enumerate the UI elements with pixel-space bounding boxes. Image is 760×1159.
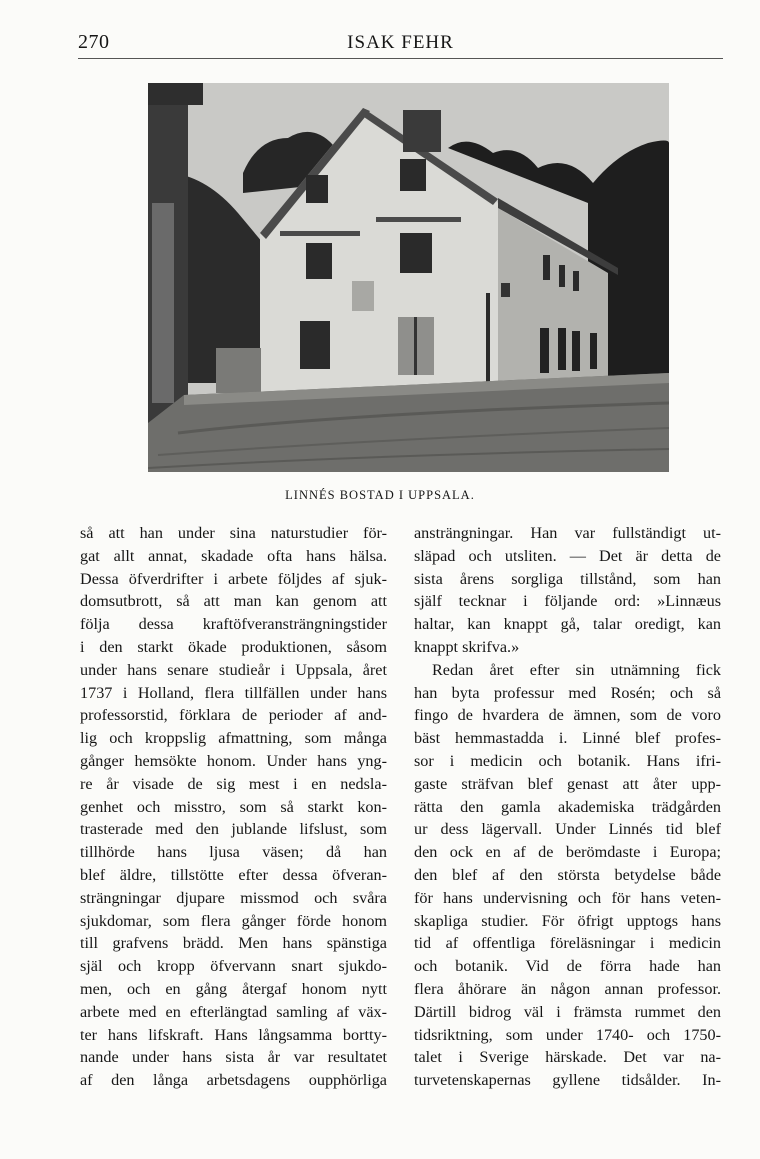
text-line: han byta professur med Rosén; och så: [414, 683, 721, 702]
text-line: sjukdomar, som flera gånger förde honom: [80, 911, 387, 930]
text-line: turvetenskapernas gyllene tidsålder. In-: [414, 1071, 721, 1090]
text-line: sista årens sorgliga tillstånd, som han: [414, 569, 721, 588]
text-line: bäst hemmastadda i. Linné blef profes-: [414, 729, 721, 748]
text-line: ter hans lifskraft. Hans långsamma bortty-: [80, 1025, 387, 1044]
page-number: 270: [78, 31, 110, 53]
text-line: den blef af den största betydelse både: [414, 865, 721, 884]
text-line: gaste sträfvan blef genast att åter upp-: [414, 774, 721, 793]
text-line: i den starkt ökade produktionen, såsom: [80, 637, 387, 656]
text-line: lig och kroppslig afmattning, som många: [80, 729, 387, 748]
text-line: tid af offentliga föreläsningar i medicin: [414, 934, 721, 953]
text-line: Därtill bidrog väl i främsta rummet den: [414, 1002, 721, 1021]
text-line: tillhörde hans ljusa väsen; då han: [80, 843, 387, 862]
page-header: [78, 28, 723, 59]
text-line: arbete med en efterlängtad samling af väx-: [80, 1002, 387, 1021]
text-line: re år visade de sig mest i en nedsla-: [80, 774, 387, 793]
text-line: Redan året efter sin utnämning fick: [432, 660, 721, 679]
text-line: gat allt annat, skadade ofta hans hälsa.: [80, 546, 387, 565]
text-line: så att han under sina naturstudier för-: [80, 524, 387, 542]
text-line: strängningar djupare missmod och svåra: [80, 888, 387, 907]
text-line: den ock en af de berömdaste i Europa;: [414, 843, 721, 862]
text-line: haltar, kan knappt gå, talar oredigt, kan: [414, 615, 721, 634]
text-line: släpad och utsliten. — Det är detta de: [414, 546, 721, 565]
right-column: [414, 522, 721, 1092]
text-line: blef äldre, tillstötte efter dessa öfveran-: [80, 865, 387, 884]
running-title: ISAK FEHR: [347, 32, 454, 53]
text-line: trasterade med den jublande lifslust, som: [80, 820, 387, 839]
text-line: till grafvens brädd. Men hans spänstiga: [80, 934, 387, 953]
text-line: men, och en gång återgaf honom nytt: [80, 979, 387, 998]
text-line: under hans senare studieår i Uppsala, året: [80, 660, 387, 679]
text-line: Dessa öfverdrifter i arbete följdes af sjuk-: [80, 569, 387, 588]
text-line: genhet och misstro, som så starkt kon-: [80, 797, 387, 816]
text-line: följa dessa kraftöfveransträngningstider: [80, 615, 387, 634]
photograph-linnes-house: [148, 83, 669, 472]
text-line: 1737 i Holland, flera tillfällen under hans: [80, 683, 387, 702]
text-line: nande under hans sista år var resultatet: [80, 1048, 387, 1067]
text-line: flera åhörare än någon annan professor.: [414, 979, 721, 998]
text-line: sor i medicin och botanik. Hans ifri-: [414, 751, 721, 770]
text-line: själ och kropp öfvervann snart sjukdo-: [80, 957, 387, 976]
left-column: [80, 522, 387, 1092]
text-line: själf tecknar i följande ord: »Linnæus: [414, 592, 721, 611]
text-line: tidsriktning, som under 1740- och 1750-: [414, 1025, 721, 1044]
text-line: talet i Sverige härskade. Det var na-: [414, 1048, 721, 1067]
text-line: för hans undervisning och för hans veten-: [414, 888, 721, 907]
text-line: domsutbrott, så att man kan genom att: [80, 592, 387, 611]
figure-caption: LINNÉS BOSTAD I UPPSALA.: [285, 488, 475, 502]
text-line: af den långa arbetsdagens oupphörliga: [80, 1071, 387, 1090]
text-line: gånger hemsökte honom. Under hans yng-: [80, 751, 387, 770]
text-line: fingo de hvardera de ämnen, som de voro: [414, 706, 721, 725]
text-line: och botanik. Vid de förra hade han: [414, 957, 721, 976]
text-line: knappt skrifva.»: [414, 637, 520, 656]
text-line: ansträngningar. Han var fullständigt ut-: [414, 524, 721, 542]
text-line: professorstid, förklara de perioder af and-: [80, 706, 387, 725]
text-line: rätta den gamla akademiska trädgården: [414, 797, 721, 816]
text-line: ur dess lägervall. Under Linnés tid blef: [414, 820, 721, 839]
text-line: skapliga studier. För öfrigt upptogs hans: [414, 911, 721, 930]
